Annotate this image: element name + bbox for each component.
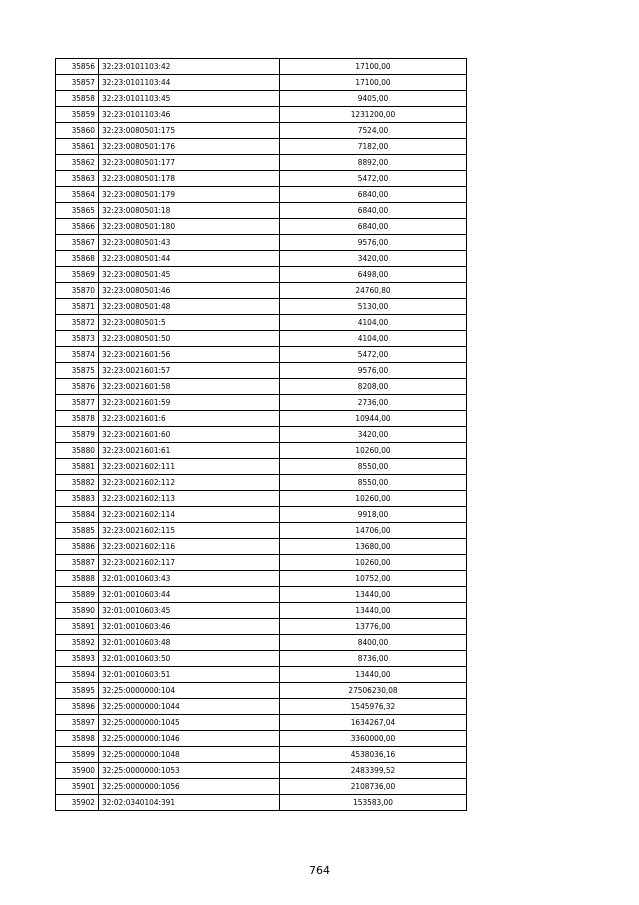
table-row: [56, 795, 467, 811]
cadastral-value: 1231200,00: [280, 107, 467, 123]
cadastral-value: 7182,00: [280, 139, 467, 155]
cadastral-number: 32:01:0010603:50: [99, 651, 280, 667]
cadastral-value: 3360000,00: [280, 731, 467, 747]
table-row: [56, 379, 467, 395]
cadastral-number: 32:23:0080501:48: [99, 299, 280, 315]
table-row: [56, 267, 467, 283]
cadastral-number: 32:23:0080501:178: [99, 171, 280, 187]
table-row: [56, 555, 467, 571]
cadastral-number: 32:23:0080501:5: [99, 315, 280, 331]
cadastral-number: 32:23:0021602:113: [99, 491, 280, 507]
row-number: 35878: [56, 411, 99, 427]
row-number: 35896: [56, 699, 99, 715]
cadastral-value: 1545976,32: [280, 699, 467, 715]
table-row: [56, 187, 467, 203]
table-row: [56, 219, 467, 235]
cadastral-number: 32:23:0021601:60: [99, 427, 280, 443]
table-row: [56, 715, 467, 731]
cadastral-value: 8550,00: [280, 475, 467, 491]
cadastral-number: 32:23:0080501:18: [99, 203, 280, 219]
row-number: 35879: [56, 427, 99, 443]
cadastral-value: 8208,00: [280, 379, 467, 395]
table-row: [56, 107, 467, 123]
cadastral-number: 32:23:0080501:180: [99, 219, 280, 235]
row-number: 35901: [56, 779, 99, 795]
cadastral-value: 10752,00: [280, 571, 467, 587]
table-row: [56, 571, 467, 587]
cadastral-value: 2736,00: [280, 395, 467, 411]
cadastral-number: 32:23:0021602:115: [99, 523, 280, 539]
row-number: 35864: [56, 187, 99, 203]
cadastral-number: 32:23:0021601:57: [99, 363, 280, 379]
cadastral-value: 3420,00: [280, 251, 467, 267]
table-row: [56, 331, 467, 347]
cadastral-value: 10260,00: [280, 491, 467, 507]
cadastral-value: 13776,00: [280, 619, 467, 635]
table-row: [56, 619, 467, 635]
table-row: [56, 123, 467, 139]
row-number: 35866: [56, 219, 99, 235]
row-number: 35899: [56, 747, 99, 763]
row-number: 35898: [56, 731, 99, 747]
row-number: 35859: [56, 107, 99, 123]
cadastral-number: 32:23:0101103:44: [99, 75, 280, 91]
cadastral-value: 5130,00: [280, 299, 467, 315]
cadastral-value: 2483399,52: [280, 763, 467, 779]
cadastral-number: 32:23:0080501:43: [99, 235, 280, 251]
table-row: [56, 491, 467, 507]
cadastral-value: 153583,00: [280, 795, 467, 811]
cadastral-value: 13440,00: [280, 603, 467, 619]
table-row: [56, 443, 467, 459]
table-row: [56, 683, 467, 699]
cadastral-number: 32:01:0010603:43: [99, 571, 280, 587]
cadastral-number: 32:23:0021601:58: [99, 379, 280, 395]
cadastral-number: 32:23:0101103:46: [99, 107, 280, 123]
cadastral-number: 32:23:0080501:45: [99, 267, 280, 283]
cadastral-value: 10260,00: [280, 555, 467, 571]
row-number: 35885: [56, 523, 99, 539]
cadastral-number: 32:01:0010603:45: [99, 603, 280, 619]
cadastral-number: 32:23:0021602:114: [99, 507, 280, 523]
row-number: 35880: [56, 443, 99, 459]
cadastral-number: 32:23:0021601:6: [99, 411, 280, 427]
row-number: 35895: [56, 683, 99, 699]
cadastral-number: 32:23:0021602:112: [99, 475, 280, 491]
cadastral-value: 10944,00: [280, 411, 467, 427]
cadastral-number: 32:23:0080501:177: [99, 155, 280, 171]
row-number: 35871: [56, 299, 99, 315]
cadastral-value: 4104,00: [280, 331, 467, 347]
table-row: [56, 603, 467, 619]
cadastral-value: 6840,00: [280, 203, 467, 219]
row-number: 35865: [56, 203, 99, 219]
cadastral-number: 32:23:0021602:111: [99, 459, 280, 475]
row-number: 35860: [56, 123, 99, 139]
table-row: [56, 763, 467, 779]
cadastral-value: 10260,00: [280, 443, 467, 459]
table-row: [56, 731, 467, 747]
cadastral-number: 32:02:0340104:391: [99, 795, 280, 811]
row-number: 35873: [56, 331, 99, 347]
table-row: [56, 699, 467, 715]
table-row: [56, 283, 467, 299]
row-number: 35868: [56, 251, 99, 267]
cadastral-number: 32:23:0021602:116: [99, 539, 280, 555]
row-number: 35858: [56, 91, 99, 107]
cadastral-value: 6840,00: [280, 187, 467, 203]
cadastral-value: 17100,00: [280, 59, 467, 75]
table-row: [56, 475, 467, 491]
cadastral-value-table: [55, 58, 467, 811]
cadastral-number: 32:25:0000000:1044: [99, 699, 280, 715]
cadastral-value: 9576,00: [280, 235, 467, 251]
cadastral-number: 32:23:0080501:50: [99, 331, 280, 347]
row-number: 35886: [56, 539, 99, 555]
cadastral-number: 32:25:0000000:1056: [99, 779, 280, 795]
cadastral-number: 32:25:0000000:1046: [99, 731, 280, 747]
row-number: 35876: [56, 379, 99, 395]
cadastral-value: 4104,00: [280, 315, 467, 331]
table-row: [56, 203, 467, 219]
cadastral-value: 8550,00: [280, 459, 467, 475]
row-number: 35889: [56, 587, 99, 603]
cadastral-number: 32:23:0080501:179: [99, 187, 280, 203]
cadastral-value: 5472,00: [280, 171, 467, 187]
row-number: 35881: [56, 459, 99, 475]
cadastral-number: 32:01:0010603:48: [99, 635, 280, 651]
cadastral-value: 8892,00: [280, 155, 467, 171]
row-number: 35863: [56, 171, 99, 187]
table-row: [56, 411, 467, 427]
cadastral-value: 14706,00: [280, 523, 467, 539]
row-number: 35890: [56, 603, 99, 619]
table-row: [56, 347, 467, 363]
cadastral-number: 32:25:0000000:1053: [99, 763, 280, 779]
table-row: [56, 395, 467, 411]
table-row: [56, 667, 467, 683]
cadastral-number: 32:23:0080501:46: [99, 283, 280, 299]
row-number: 35862: [56, 155, 99, 171]
row-number: 35861: [56, 139, 99, 155]
cadastral-number: 32:23:0021601:61: [99, 443, 280, 459]
table-row: [56, 171, 467, 187]
table-row: [56, 363, 467, 379]
table-row: [56, 635, 467, 651]
row-number: 35897: [56, 715, 99, 731]
row-number: 35874: [56, 347, 99, 363]
cadastral-number: 32:23:0021601:56: [99, 347, 280, 363]
cadastral-number: 32:23:0080501:176: [99, 139, 280, 155]
cadastral-value: 1634267,04: [280, 715, 467, 731]
row-number: 35888: [56, 571, 99, 587]
cadastral-value: 3420,00: [280, 427, 467, 443]
row-number: 35877: [56, 395, 99, 411]
table-row: [56, 779, 467, 795]
table-row: [56, 91, 467, 107]
row-number: 35869: [56, 267, 99, 283]
table-row: [56, 139, 467, 155]
table-row: [56, 651, 467, 667]
row-number: 35893: [56, 651, 99, 667]
cadastral-value: 2108736,00: [280, 779, 467, 795]
cadastral-number: 32:25:0000000:104: [99, 683, 280, 699]
cadastral-value: 9576,00: [280, 363, 467, 379]
row-number: 35894: [56, 667, 99, 683]
cadastral-number: 32:23:0080501:44: [99, 251, 280, 267]
table-row: [56, 427, 467, 443]
table-body: [56, 59, 467, 811]
cadastral-value: 13680,00: [280, 539, 467, 555]
row-number: 35870: [56, 283, 99, 299]
table-row: [56, 59, 467, 75]
cadastral-number: 32:01:0010603:51: [99, 667, 280, 683]
table-row: [56, 251, 467, 267]
row-number: 35856: [56, 59, 99, 75]
row-number: 35857: [56, 75, 99, 91]
cadastral-number: 32:01:0010603:46: [99, 619, 280, 635]
cadastral-value: 7524,00: [280, 123, 467, 139]
table-row: [56, 235, 467, 251]
cadastral-value: 9405,00: [280, 91, 467, 107]
row-number: 35900: [56, 763, 99, 779]
row-number: 35872: [56, 315, 99, 331]
cadastral-value: 5472,00: [280, 347, 467, 363]
row-number: 35883: [56, 491, 99, 507]
cadastral-number: 32:23:0080501:175: [99, 123, 280, 139]
row-number: 35875: [56, 363, 99, 379]
table-row: [56, 507, 467, 523]
cadastral-value: 24760,80: [280, 283, 467, 299]
table-row: [56, 459, 467, 475]
table-row: [56, 747, 467, 763]
cadastral-number: 32:23:0101103:42: [99, 59, 280, 75]
cadastral-number: 32:25:0000000:1048: [99, 747, 280, 763]
cadastral-number: 32:23:0101103:45: [99, 91, 280, 107]
cadastral-value: 8400,00: [280, 635, 467, 651]
cadastral-value: 13440,00: [280, 587, 467, 603]
cadastral-value: 4538036,16: [280, 747, 467, 763]
cadastral-value: 6840,00: [280, 219, 467, 235]
cadastral-value: 9918,00: [280, 507, 467, 523]
table-row: [56, 523, 467, 539]
cadastral-number: 32:23:0021601:59: [99, 395, 280, 411]
table-row: [56, 75, 467, 91]
row-number: 35891: [56, 619, 99, 635]
row-number: 35884: [56, 507, 99, 523]
table-row: [56, 155, 467, 171]
cadastral-number: 32:01:0010603:44: [99, 587, 280, 603]
page-number: 764: [309, 864, 330, 877]
table-row: [56, 315, 467, 331]
row-number: 35892: [56, 635, 99, 651]
table-row: [56, 299, 467, 315]
cadastral-value: 6498,00: [280, 267, 467, 283]
row-number: 35887: [56, 555, 99, 571]
cadastral-value: 27506230,08: [280, 683, 467, 699]
table-row: [56, 539, 467, 555]
cadastral-value: 17100,00: [280, 75, 467, 91]
row-number: 35882: [56, 475, 99, 491]
table-row: [56, 587, 467, 603]
cadastral-number: 32:25:0000000:1045: [99, 715, 280, 731]
cadastral-number: 32:23:0021602:117: [99, 555, 280, 571]
cadastral-value: 13440,00: [280, 667, 467, 683]
row-number: 35902: [56, 795, 99, 811]
row-number: 35867: [56, 235, 99, 251]
cadastral-value: 8736,00: [280, 651, 467, 667]
